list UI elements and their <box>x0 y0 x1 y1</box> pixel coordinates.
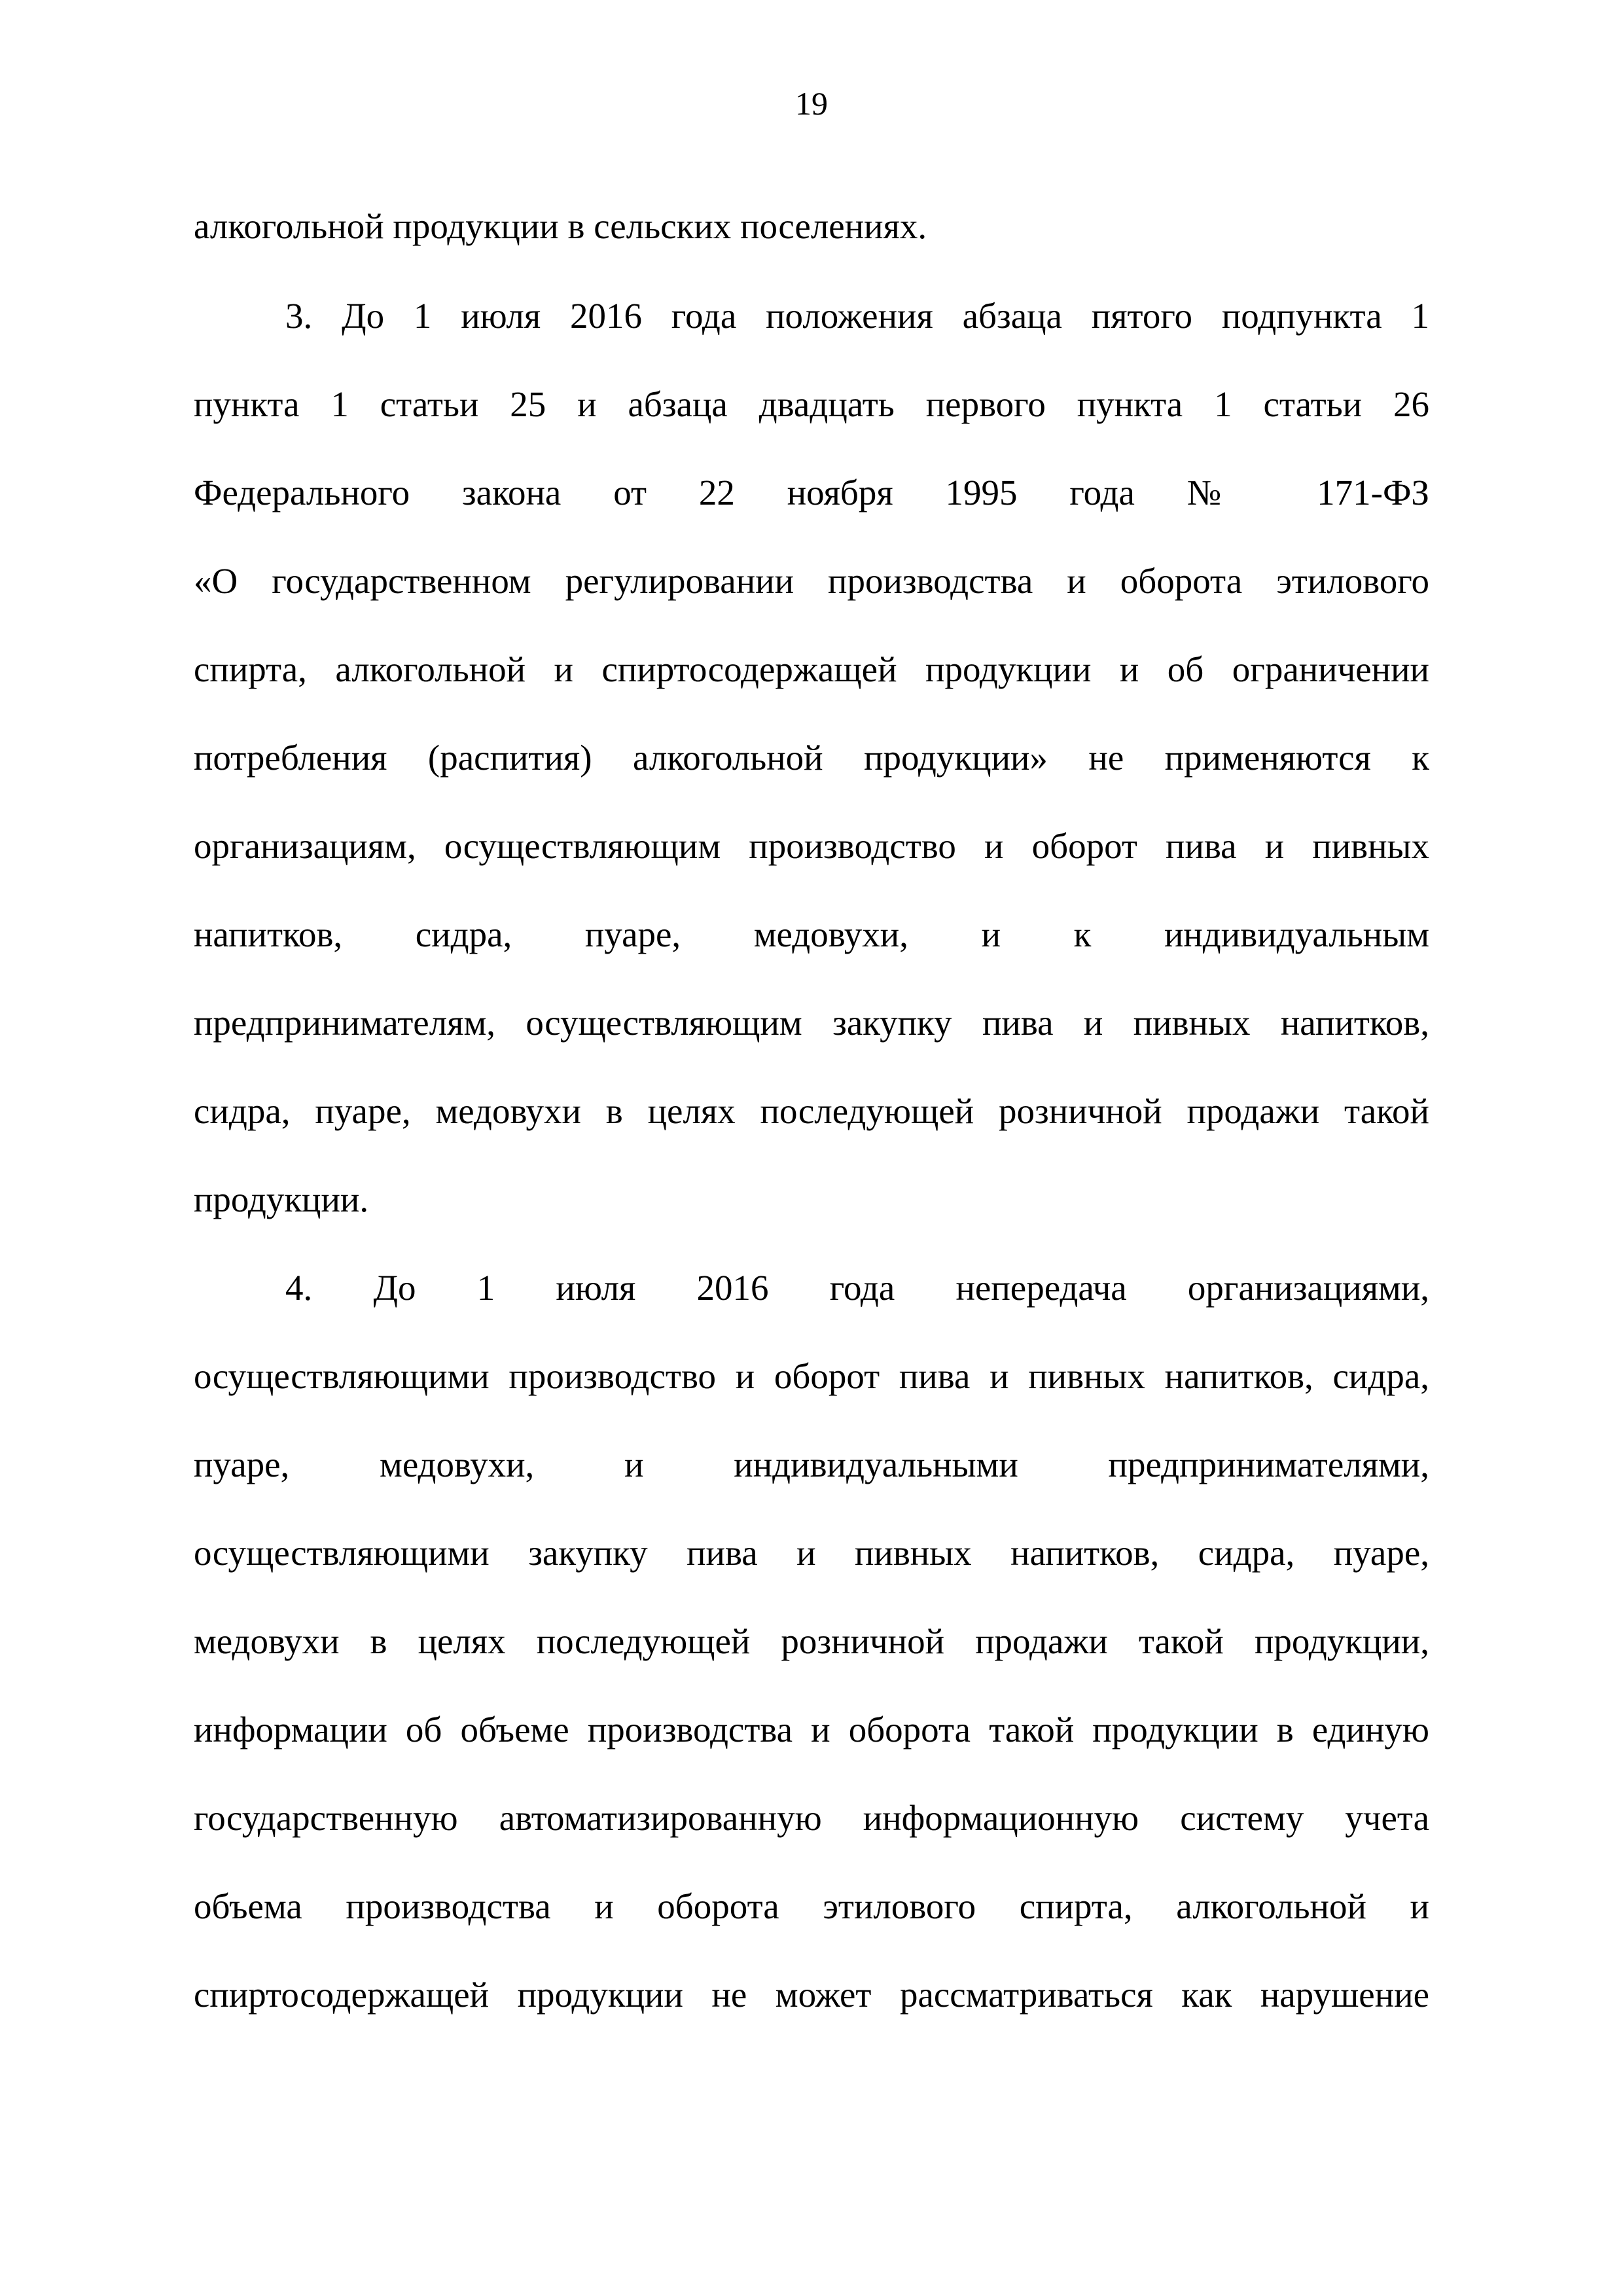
paragraph-4-line-7: государственную автоматизированную информационную систему учета <box>194 1798 1429 1838</box>
paragraph-3-line-8: напитков, сидра, пуаре, медовухи, и к индивидуальным <box>194 914 1429 954</box>
paragraph-4-line-8: объема производства и оборота этилового спирта, алкогольной и <box>194 1886 1429 1926</box>
paragraph-4-line-5: медовухи в целях последующей розничной продажи такой продукции, <box>194 1621 1429 1661</box>
page-number: 19 <box>795 85 828 122</box>
paragraph-4-line-3: пуаре, медовухи, и индивидуальными предпринимателями, <box>194 1444 1429 1484</box>
paragraph-3-line-5: спирта, алкогольной и спиртосодержащей продукции и об ограничении <box>194 649 1429 689</box>
paragraph-4-line-4: осуществляющими закупку пива и пивных напитков, сидра, пуаре, <box>194 1533 1429 1573</box>
paragraph-3-line-2: пункта 1 статьи 25 и абзаца двадцать первого пункта 1 статьи 26 <box>194 384 1429 424</box>
paragraph-3-line-7: организациям, осуществляющим производство и оборот пива и пивных <box>194 826 1429 866</box>
paragraph-3-line-4: «О государственном регулировании производства и оборота этилового <box>194 561 1429 601</box>
paragraph-4-line-9: спиртосодержащей продукции не может рассматриваться как нарушение <box>194 1975 1429 2015</box>
text-line-1: алкогольной продукции в сельских поселениях. <box>194 206 927 246</box>
paragraph-4-line-2: осуществляющими производство и оборот пива и пивных напитков, сидра, <box>194 1356 1429 1396</box>
paragraph-3-line-9: предпринимателям, осуществляющим закупку пива и пивных напитков, <box>194 1003 1429 1043</box>
paragraph-3-line-11: продукции. <box>194 1179 369 1219</box>
paragraph-3-line-1: 3. До 1 июля 2016 года положения абзаца пятого подпункта 1 <box>285 296 1429 336</box>
paragraph-3-line-6: потребления (распития) алкогольной продукции» не применяются к <box>194 738 1429 778</box>
paragraph-3-line-10: сидра, пуаре, медовухи в целях последующей розничной продажи такой <box>194 1091 1429 1131</box>
paragraph-4-line-1: 4. До 1 июля 2016 года непередача организациями, <box>285 1268 1429 1308</box>
paragraph-4-line-6: информации об объеме производства и оборота такой продукции в единую <box>194 1710 1429 1749</box>
paragraph-3-line-3: Федерального закона от 22 ноября 1995 года № 171-ФЗ <box>194 473 1429 512</box>
